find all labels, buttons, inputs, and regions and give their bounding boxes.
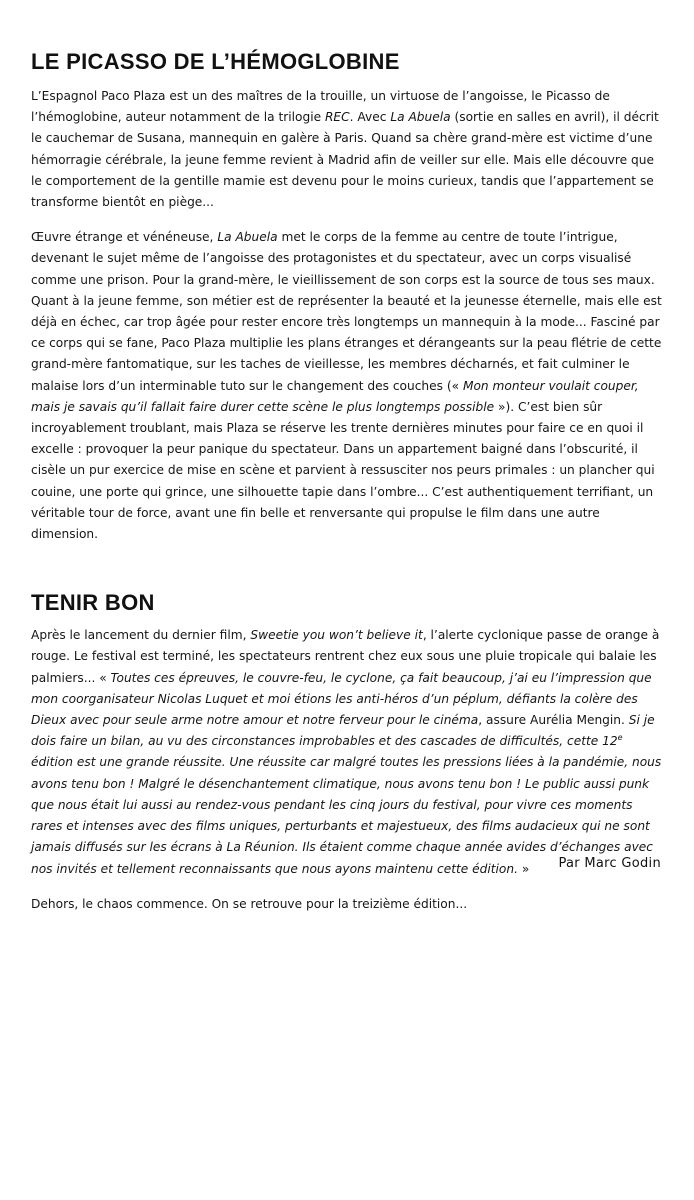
film-title-sweetie: Sweetie you won’t believe it [250,628,423,643]
film-title-la-abuela: La Abuela [217,230,278,245]
superscript-e: e [617,733,623,743]
text-run: » [518,861,530,876]
quote-plaza: Mon monteur voulait couper, mais je savais qu’il fallait faire durer cette scène le plus longtemps possible [31,378,639,414]
film-title-rec: REC [324,110,350,125]
quote-mengin-part2 [31,713,661,875]
text-run: Après le lancement du dernier film, [31,628,251,643]
quote-mengin-part1: Toutes ces épreuves, le couvre-feu, le cyclone, ça fait beaucoup, j’ai eu l’impression que mon coorganisateur Nicolas Luquet et moi étions les anti-héros d’un péplum, défiants la colère des Dieux avec pour seule arme notre amour et notre ferveur pour le cinéma [31,670,652,728]
paragraph-analysis [31,227,663,545]
text-run: Œuvre étrange et vénéneuse, [31,230,218,245]
section-title-tenir-bon: TENIR BON [31,590,155,616]
text-run: »). C’est bien sûr incroyablement troublant, mais Plaza se réserve les trente dernières minutes pour faire ce en quoi il excelle : provoquer la peur panique du spectateur. Dans un appartement baigné dans l’obscurité, il cisèle un pur exercice de mise en scène et parvient à ressusciter nos peurs primales : un plancher qui couine, une porte qui grince, une silhouette tapie dans l’ombre... C’est authentiquement terrifiant, un véritable tour de force, avant une fin belle et renversante qui propulse le film dans une autre dimension. [31,399,655,542]
paragraph-closing: Dehors, le chaos commence. On se retrouve pour la treizième édition... [31,896,468,911]
text-run: . Avec [349,110,391,125]
text-run: , assure Aurélia Mengin. [478,713,629,728]
section-title-picasso: LE PICASSO DE L’HÉMOGLOBINE [31,49,400,74]
paragraph-festival [31,625,663,879]
text-run: L’Espagnol Paco Plaza est un des maîtres de la trouille, un virtuose de l’angoisse, le Picasso de l’hémoglobine, auteur notamment de la trilogie [31,89,610,125]
author-byline: Par Marc Godin [558,856,661,871]
text-run: édition est une grande réussite. Une réussite car malgré toutes les pressions liées à la pandémie, nous avons tenu bon ! Malgré le désenchantement climatique, nous avons tenu bon ! Le public aussi punk que nous était lui aussi au rendez-vous pendant les cinq jours du festival, pour vivre ces moments rares et intenses avec des films uniques, perturbants et majestueux, des films audacieux qui ne sont jamais diffusés sur les écrans à La Réunion. Ils étaient comme chaque année avides d’échanges avec nos invités et tellement reconnaissants que nous ayons maintenu cette édition. [31,755,662,876]
text-run: , l’alerte cyclonique passe de orange à rouge. Le festival est terminé, les spectateurs rentrent chez eux sous une pluie tropicale qui balaie les palmiers... « [31,628,660,685]
paragraph-intro [31,86,663,213]
film-title-la-abuela: La Abuela [390,110,451,125]
text-run: met le corps de la femme au centre de toute l’intrigue, devenant le sujet même de l’angoisse des protagonistes et du spectateur, avec un corps visualisé comme une prison. Pour la grand-mère, le vieillissement de son corps est la source de tous ses maux. Quant à la jeune femme, son métier est de représenter la beauté et la jeunesse éternelle, mais elle est déjà en échec, car trop âgée pour rester encore très longtemps un mannequin à la mode... Fasciné par ce corps qui se fane, Paco Plaza multiplie les plans étranges et dérangeants sur la peau flétrie de cette grand-mère fantomatique, sur les taches de vieillesse, les membres décharnés, et fait culminer le malaise lors d’un interminable tuto sur le changement des couches (« [31,230,662,393]
article [31,48,663,929]
text-run: (sortie en salles en avril), il décrit le cauchemar de Susana, mannequin en galère à Paris. Quand sa chère grand-mère est victime d’une hémorragie cérébrale, la jeune femme revient à Madrid afin de veiller sur elle. Mais elle découvre que le comportement de la gentille mamie est devenu pour le moins curieux, tandis que l’appartement se transforme bientôt en piège... [31,110,659,210]
text-run: Si je dois faire un bilan, au vu des circonstances improbables et des cascades de difficultés, cette 12 [31,713,655,749]
